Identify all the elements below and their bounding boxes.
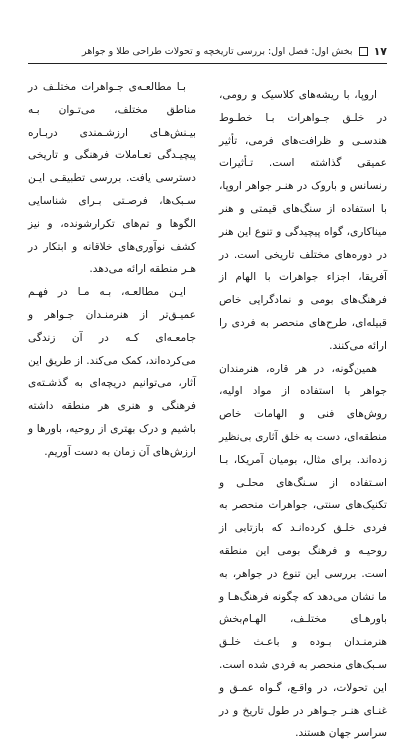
paragraph: بـا مطالعـه‌ی جـواهرات مختلـف در مناطق مختلف، می‌تـوان بـه بیـنش‌هـای ارزشـمندی دربـاره پیچیـدگی تعـاملات فرهنگی و تاریخی دسترسی یافت. بررسی تطبیقـی ایـن سـبک‌ها، فرصـتی بـرای شناسایی الگوها و تم‌های تکرارشونده، و نیز کشف نوآوری‌های خلاقانه و ابتکار در هـر منطقه ارائه می‌دهد. [28,81,196,276]
right-column [219,84,387,745]
paragraph: اروپا، با ریشه‌های کلاسیک و رومی، در خلـق جـواهرات بـا خطـوط هندسـی و ظرافت‌های فرمی، تأثیر عمیقی گذاشته است. تـأثیرات رنسانس و باروک در هنـر جواهر اروپا، با استفاده از سنگ‌های قیمتی و هنر میناکاری، گواه پیچیدگی و تنوع این هنر در دوره‌های مختلف تاریخی است. در آفریقا، اجزاء جواهرات با الهام از فرهنگ‌های بومی و نمادگرایی خاص قبیله‌ای، طرح‌های منحصر به فردی را ارائه می‌کنند. [219,89,387,352]
page-number: ۱۷ [373,44,387,58]
paragraph: ایـن مطالعـه، بـه مـا در فهـم عمیـق‌تر از هنرمنـدان جـواهر و جامعـه‌ای کـه در آن زندگی می‌کرده‌اند، کمک می‌کند. از طریق این آثار، می‌توانیم دریچه‌ای به گذشـته‌ی فرهنگی و هنری هر منطقه داشته باشیم و درک بهتری از روحیه، باورها و ارزش‌های آن زمان به دست آوریم. [28,286,196,458]
header-divider [28,63,387,64]
running-header [28,42,387,60]
square-ornament-icon [359,47,368,56]
chapter-title: بخش اول: فصل اول: بررسی تاریخچه و تحولات طراحی طلا و جواهر [81,45,353,57]
paragraph: همین‌گونه، در هر قاره، هنرمندان جواهر با استفاده از مواد اولیه، روش‌های فنی و الهامات خاص منطقه‌ای، دست به خلق آثاری بی‌نظیر زده‌اند. برای مثال، بومیان آمریکا، بـا اسـتفاده از سـنگ‌های محلـی و تکنیک‌های سنتی، جواهرات منحصر به فردی خلـق کرده‌انـد که بازتابی از روحیـه و فرهنگ بومی این منطقه است. بررسی این تنوع در جواهر، به ما نشان می‌دهد که چگونه فرهنگ‌هـا و باورهـای مختلـف، الهـام‌بخش هنرمنـدان بـوده و باعـث خلـق سـبک‌های منحصر به فردی شده است. این تحولات، در واقـع، گـواه عمـق و غنـای هنـر جـواهر در طول تاریخ و در سراسر جهان هستند. [219,362,387,740]
left-column [28,76,196,464]
